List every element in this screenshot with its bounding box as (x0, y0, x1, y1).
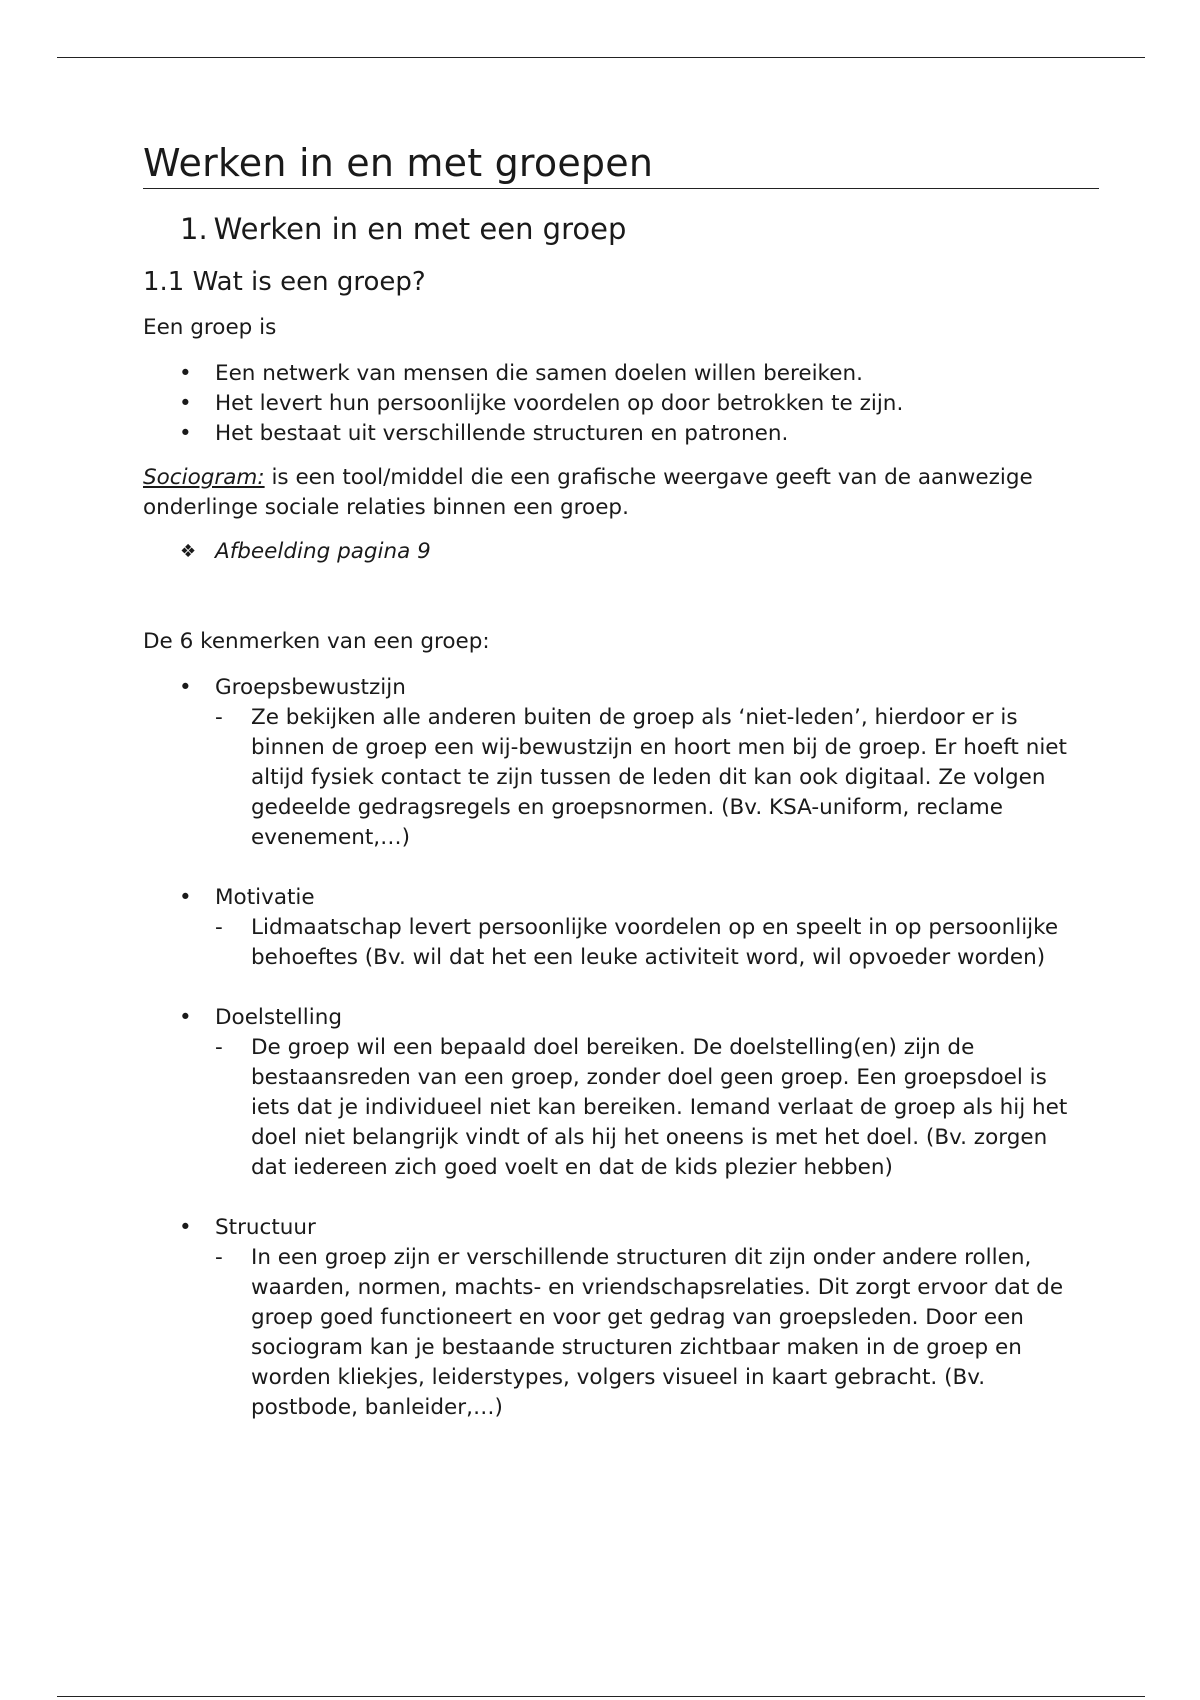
kenmerk-item (143, 1213, 1099, 1423)
kenmerk-description (215, 703, 1079, 853)
subsection-heading: 1.1 Wat is een groep? (143, 267, 426, 297)
image-reference (143, 537, 1099, 567)
kenmerk-description (215, 1243, 1079, 1423)
kenmerk-label: Doelstelling (215, 1005, 342, 1030)
list-item-text: Het bestaat uit verschillende structuren en patronen. (215, 421, 789, 446)
list-item (143, 359, 1099, 389)
kenmerk-item (143, 673, 1099, 853)
kenmerk-description-text: In een groep zijn er verschillende structuren dit zijn onder andere rollen, waarden, normen, machts- en vriendschapsrelaties. Dit zorgt ervoor dat de groep goed functioneert en voor get gedrag van groepsleden. Door een sociogram kan je bestaande structuren zichtbaar maken in de groep en worden kliekjes, leiderstypes, volgers visueel in kaart gebracht. (Bv. postbode, banleider,…) (251, 1245, 1064, 1420)
kenmerk-description-text: Ze bekijken alle anderen buiten de groep als ‘niet-leden’, hierdoor er is binnen de groep een wij-bewustzijn en hoort men bij de groep. Er hoeft niet altijd fysiek contact te zijn tussen de leden dit kan ook digitaal. Ze volgen gedeelde gedragsregels en groepsnormen. (Bv. KSA-uniform, reclame evenement,…) (251, 705, 1067, 850)
kenmerk-description (215, 1033, 1079, 1183)
four-diamond-icon: ❖ (180, 541, 197, 562)
document-title: Werken in en met groepen (143, 140, 1099, 189)
list-item (143, 419, 1099, 449)
kenmerk-description (215, 913, 1079, 973)
list-item-text: Een netwerk van mensen die samen doelen willen bereiken. (215, 361, 863, 386)
dash-icon: - (215, 1245, 223, 1270)
kenmerk-label: Groepsbewustzijn (215, 675, 406, 700)
page-bottom-rule (57, 1696, 1145, 1697)
page-top-rule (57, 57, 1145, 58)
dash-icon: - (215, 1035, 223, 1060)
group-definition-list (143, 359, 1099, 449)
bullet-icon: • (179, 421, 192, 446)
bullet-icon: • (179, 675, 192, 700)
bullet-icon: • (179, 1215, 192, 1240)
kenmerk-description-text: De groep wil een bepaald doel bereiken. De doelstelling(en) zijn de bestaansreden van een groep, zonder doel geen groep. Een groepsdoel is iets dat je individueel niet kan bereiken. Iemand verlaat de groep als hij het doel niet belangrijk vindt of als hij het oneens is met het doel. (Bv. zorgen dat iedereen zich goed voelt en dat de kids plezier hebben) (251, 1035, 1068, 1180)
kenmerken-list (143, 673, 1099, 1423)
kenmerken-intro: De 6 kenmerken van een groep: (143, 629, 490, 654)
section-number: 1. (180, 212, 208, 246)
dash-icon: - (215, 915, 223, 940)
intro-text: Een groep is (143, 315, 277, 340)
definition-term: Sociogram: (143, 465, 265, 490)
image-reference-text: Afbeelding pagina 9 (215, 539, 431, 564)
bullet-icon: • (179, 1005, 192, 1030)
list-item (143, 389, 1099, 419)
kenmerk-label: Structuur (215, 1215, 316, 1240)
dash-icon: - (215, 705, 223, 730)
list-item-text: Het levert hun persoonlijke voordelen op door betrokken te zijn. (215, 391, 904, 416)
kenmerk-item (143, 883, 1099, 973)
kenmerk-label: Motivatie (215, 885, 315, 910)
kenmerk-description-text: Lidmaatschap levert persoonlijke voordelen op en speelt in op persoonlijke behoeftes (Bv. wil dat het een leuke activiteit word, wil opvoeder worden) (251, 915, 1059, 970)
document-content (143, 140, 1099, 1453)
bullet-icon: • (179, 361, 192, 386)
bullet-icon: • (179, 885, 192, 910)
bullet-icon: • (179, 391, 192, 416)
definition-text: is een tool/middel die een grafische weergave geeft van de aanwezige onderlinge sociale relaties binnen een groep. (143, 465, 1033, 520)
section-title: Werken in en met een groep (213, 212, 627, 246)
sociogram-definition (143, 463, 1099, 523)
kenmerk-item (143, 1003, 1099, 1183)
section-heading (180, 211, 1099, 247)
